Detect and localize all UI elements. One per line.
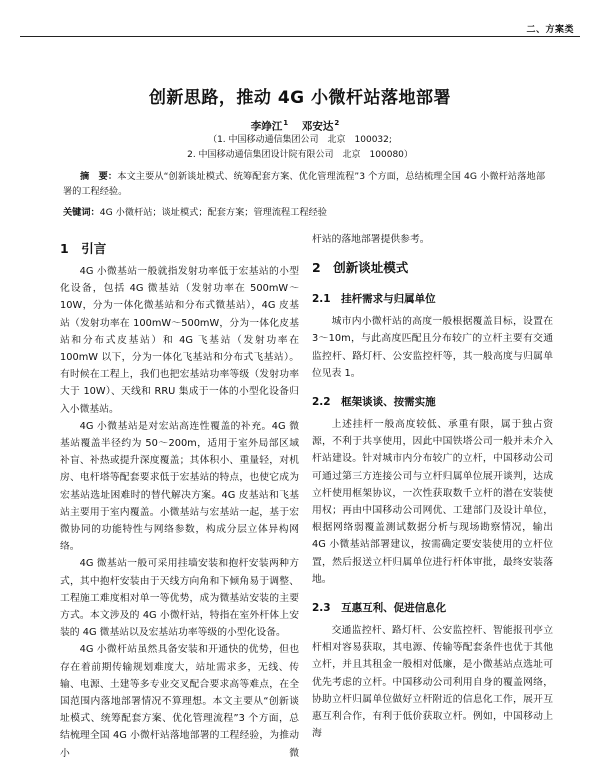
body-paragraph-continuation: 杆站的落地部署提供参考。 [312, 234, 430, 245]
author-affiliation-mark: 2 [334, 119, 340, 127]
body-paragraph: 交通监控杆、路灯杆、公安监控杆、智能报刊亭立杆相对容易获取，其电源、传输等配套条件也优于其他立杆，并且其租金一般相对低廉，是小微基站点选址可优先考虑的立杆。中国移动公司利用自身的覆盖网络，协助立杆归属单位做好立杆附近的信息化工作，展开互惠互利合作，有利于低价获取立杆。例如，中国移动上海 [312, 625, 553, 740]
author-line [0, 116, 600, 134]
abstract-label: 摘 要： [80, 171, 118, 182]
author-name: 李竫江 [250, 120, 283, 133]
keywords-text: 4G 小微杆站；谈址模式；配套方案；管理流程工程经验 [99, 207, 327, 218]
header-rule [20, 36, 580, 37]
abstract-text: 本文主要从“创新谈址模式、统筹配套方案、优化管理流程”3 个方面，总结梳理全国 4G 小微杆站落地部署的工程经验。 [63, 171, 546, 197]
affiliation-line: （1. 中国移动通信集团公司 北京 100032; [208, 135, 392, 145]
section-heading: 2 创新谈址模式 [312, 260, 409, 276]
subsection-heading: 2.1 挂杆需求与归属单位 [312, 293, 436, 306]
right-column [312, 231, 553, 742]
subsection-heading: 2.3 互惠互利、促进信息化 [312, 602, 447, 615]
body-paragraph: 4G 小微杆站虽然具备安装和开通快的优势，但也存在着前期传输规划难度大，站址需求多，无线、传输、电源、土建等多专业交叉配合要求高等难点，在全国范围内落地部署情况不算理想。本文主要从“创新谈址模式、统筹配套方案、优化管理流程”3 个方面，总结梳理全国 4G 小微杆站落地部署的工程经验，为推动小微 [60, 644, 299, 759]
paper-title: 创新思路，推动 4G 小微杆站落地部署 [148, 88, 452, 108]
body-paragraph: 4G 小微基站一般就指发射功率低于宏基站的小型化设备，包括 4G 微基站（发射功率在 500mW～10W，分为一体化微基站和分布式微基站），4G 皮基站（发射功率在 100mW～500mW，分为一体化皮基站和分布式皮基站）和 4G 飞基站（发射功率在 100mW 以下，分为一体化飞基站和分布式飞基站）。有时候在工程上，我们也把宏基站功率等级（发射功率大于 10W）、天线和 RRU 集成于一体的小型化设备归入小微基站。 [60, 266, 299, 415]
body-paragraph: 4G 小微基站是对宏站高连性覆盖的补充。4G 微基站覆盖半径约为 50～200m，适用于室外局部区域补盲、补热或提升深度覆盖；其体积小、重量轻，对机房、电杆塔等配套要求低于宏基站的特点，也使它成为宏基站选址困难时的替代解决方案。4G 皮基站和飞基站主要用于室内覆盖。小微基站与宏基站一起，基于宏微协同的功能特性与网络参数，构成分层立体异构网络。 [60, 420, 299, 553]
author-name: 邓安达 [301, 120, 334, 133]
section-heading: 1 引言 [60, 241, 107, 256]
running-header: 二、方案类 [526, 25, 574, 35]
subsection-heading: 2.2 框架谈谈、按需实施 [312, 396, 436, 409]
affiliation-line: 2. 中国移动通信集团设计院有限公司 北京 100080） [187, 150, 413, 160]
abstract [63, 169, 545, 199]
body-paragraph: 4G 微基站一般可采用挂墙安装和抱杆安装两种方式，其中抱杆安装由于天线方向角和下倾角易于调整、工程施工难度相对单一等优势，成为微基站安装的主要方式。本文涉及的 4G 小微杆站，特指在室外杆体上安装的 4G 微基站以及宏基站功率等级的小型化设备。 [60, 558, 299, 639]
keywords [63, 205, 545, 220]
keywords-label: 关键词： [63, 207, 100, 218]
body-paragraph: 城市内小微杆站的高度一般根据覆盖目标，设置在 3～10m，与此高度匹配且分布较广的立杆主要有交通监控杆、路灯杆、公安监控杆等，其一般高度与归属单位见表 1。 [312, 316, 553, 379]
left-column [60, 238, 299, 762]
body-paragraph: 上述挂杆一般高度较低、承重有限，属于独占资源，不利于共享使用，因此中国铁塔公司一般并未介入杆站建设。针对城市内分布较广的立杆，中国移动公司可通过第三方连接公司与立杆归属单位展开谈判，达成立杆使用框架协议，一次性获取数千立杆的潜在安装使用权；再由中国移动公司网优、工建部门及设计单位，根据网络弱覆盖测试数据分析与现场勘察情况，输出 4G 小微基站部署建议，按需确定要安装使用的立杆位置，然后报送立杆归属单位进行杆体审批，最终安装落地。 [312, 419, 553, 585]
author-affiliation-mark: 1 [283, 119, 289, 127]
